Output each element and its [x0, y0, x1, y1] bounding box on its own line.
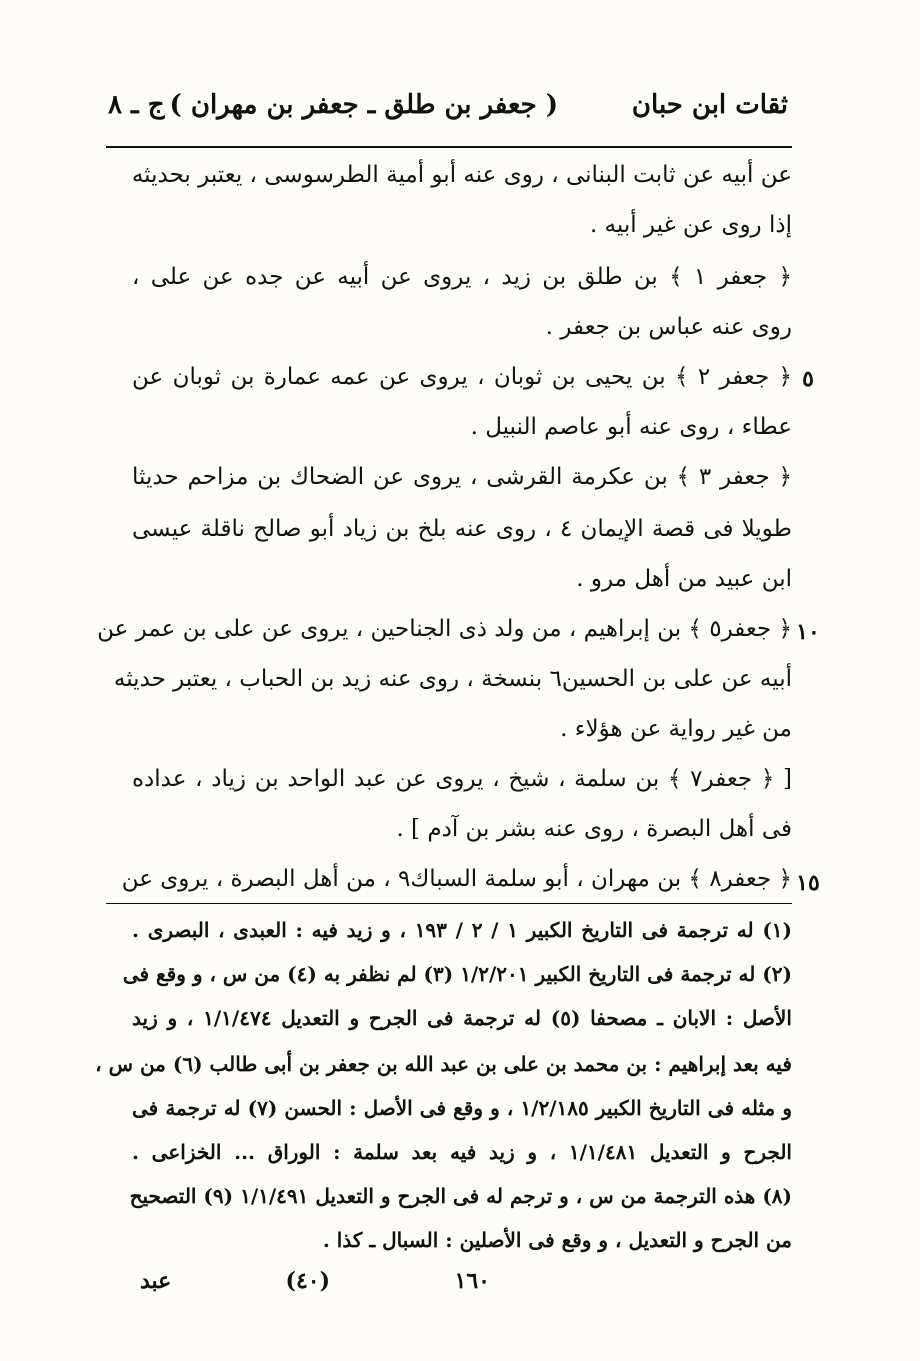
footnote-line: الجرح و التعديل ١/١/٤٨١ ، و زيد فيه بعد سلمة : الوراق ... الخزاعى . — [132, 1140, 792, 1164]
body-line: إذا روى عن غير أبيه . — [589, 212, 792, 238]
footnote-rule — [106, 903, 792, 904]
signature-number: (٤٠) — [285, 1268, 330, 1294]
body-line: ابن عبيد من أهل مرو . — [576, 566, 792, 592]
body-line: روى عنه عباس بن جعفر . — [545, 314, 792, 340]
running-header — [108, 82, 788, 132]
body-line: فى أهل البصرة ، روى عنه بشر بن آدم ] . — [396, 816, 792, 842]
line-number-10: ١٠ — [796, 619, 820, 645]
body-line: ﴿ جعفر٥ ﴾ بن إبراهيم ، من ولد ذى الجناحين ، يروى عن على بن عمر عن — [97, 616, 792, 642]
body-line: عطاء ، روى عنه أبو عاصم النبيل . — [470, 414, 792, 440]
body-line: عن أبيه عن ثابت البنانى ، روى عنه أبو أمية الطرسوسى ، يعتبر بحديثه — [131, 162, 792, 188]
body-line: [ ﴿ جعفر٧ ﴾ بن سلمة ، شيخ ، يروى عن عبد الواحد بن زياد ، عداده — [132, 766, 792, 792]
body-line: طويلا فى قصة الإيمان ٤ ، روى عنه بلخ بن زياد أبو صالح ناقلة عيسى — [132, 516, 792, 542]
header-rule — [106, 146, 792, 148]
footer-mark: عبد — [140, 1268, 172, 1294]
footnote-line: من الجرح و التعديل ، و وقع فى الأصلين : السبال ـ كذا . — [322, 1228, 792, 1252]
footnote-line: (٢) له ترجمة فى التاريخ الكبير ١/٢/٢٠١ (٣) لم نظفر به (٤) من س ، و وقع فى — [122, 962, 792, 986]
section-title: ( جعفر بن طلق ـ جعفر بن مهران ) — [169, 90, 558, 120]
page-number: ١٦٠ — [454, 1268, 490, 1294]
body-line: ﴿ جعفر ٣ ﴾ بن عكرمة القرشى ، يروى عن الضحاك بن مزاحم حديثا — [132, 464, 792, 490]
page-footer — [140, 1268, 780, 1304]
footnote-line: (٨) هذه الترجمة من س ، و ترجم له فى الجرح و التعديل ١/١/٤٩١ (٩) التصحيح — [129, 1184, 792, 1208]
footnote-line: الأصل : الابان ـ مصحفا (٥) له ترجمة فى الجرح و التعديل ١/١/٤٧٤ ، و زيد — [132, 1006, 792, 1030]
line-number-15: ١٥ — [796, 870, 820, 896]
line-number-5: ٥ — [802, 366, 814, 392]
footnote-line: و مثله فى التاريخ الكبير ١/٢/١٨٥ ، و وقع فى الأصل : الحسن (٧) له ترجمة فى — [132, 1096, 792, 1120]
body-line: أبيه عن على بن الحسين٦ بنسخة ، روى عنه زيد بن الحباب ، يعتبر حديثه — [113, 666, 792, 692]
footnote-line: فيه بعد إبراهيم : بن محمد بن على بن عبد الله بن جعفر بن أبى طالب (٦) من س ، — [95, 1052, 792, 1076]
body-line: من غير رواية عن هؤلاء . — [560, 716, 792, 742]
volume-number: ج ـ ٨ — [108, 90, 165, 120]
body-line: ﴿ جعفر ٢ ﴾ بن يحيى بن ثوبان ، يروى عن عمه عمارة بن ثوبان عن — [132, 364, 792, 390]
footnote-line: (١) له ترجمة فى التاريخ الكبير ١ / ٢ / ١٩٣ ، و زيد فيه : العبدى ، البصرى . — [132, 918, 792, 942]
book-title: ثقات ابن حبان — [631, 90, 788, 120]
body-line: ﴿ جعفر ١ ﴾ بن طلق بن زيد ، يروى عن أبيه عن جده عن على ، — [132, 264, 792, 290]
body-line: ﴿ جعفر٨ ﴾ بن مهران ، أبو سلمة السباك٩ ، من أهل البصرة ، يروى عن — [121, 866, 792, 892]
